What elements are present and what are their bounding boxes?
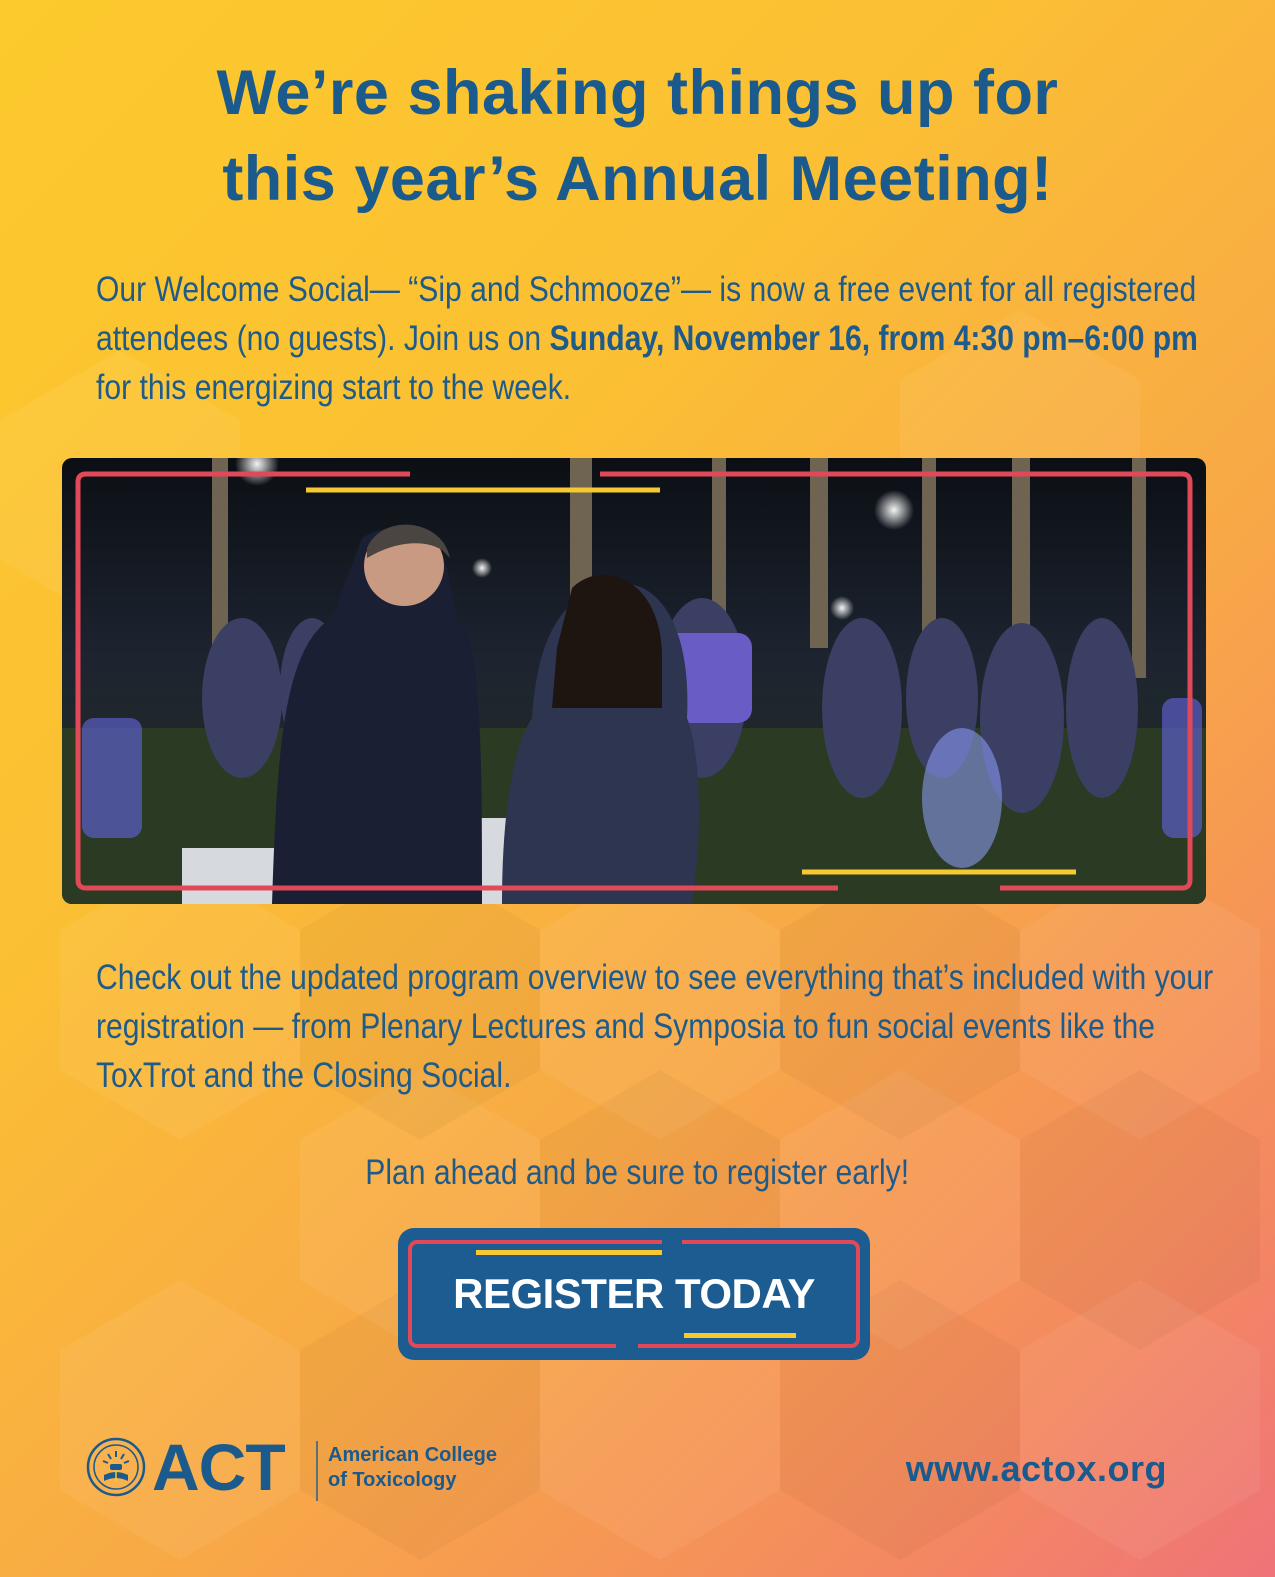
frame-gap-bottom: [616, 1338, 638, 1354]
register-early-label: Plan ahead and be sure to register early!: [365, 1153, 910, 1192]
frame-gap-top: [662, 1238, 682, 1258]
lamp-seal-icon: [86, 1437, 146, 1497]
logo-abbreviation: ACT: [152, 1430, 285, 1504]
act-logo: [86, 1430, 506, 1523]
register-early-text: [0, 1148, 1275, 1197]
headline-line-2: this year’s Annual Meeting!: [222, 144, 1053, 214]
intro-text-start: Our Welcome Social— “Sip and Schmooze”— is now a free event for all registered attendees (no guests). Join us on: [96, 270, 1197, 358]
event-photo: [62, 458, 1206, 904]
intro-paragraph: [96, 265, 1214, 412]
logo-divider: [316, 1441, 318, 1501]
register-today-button[interactable]: [398, 1228, 870, 1360]
program-overview-text: Check out the updated program overview to see everything that’s included with your registration — from Plenary Lectures and Symposia to fun social events like the ToxTrot and the Closing Social.: [96, 958, 1214, 1095]
page-headline: [60, 50, 1215, 222]
logo-organization-name: [328, 1443, 497, 1493]
intro-text-end: for this energizing start to the week.: [96, 368, 572, 407]
headline-line-1: We’re shaking things up for: [216, 58, 1059, 128]
event-date-time: Sunday, November 16, from 4:30 pm–6:00 pm: [549, 319, 1198, 358]
photo-frame-lines: [62, 458, 1206, 904]
logo-name-line-2: of Toxicology: [328, 1469, 457, 1491]
website-link[interactable]: www.actox.org: [905, 1448, 1167, 1489]
accent-line-top: [476, 1250, 662, 1255]
register-button-label: REGISTER TODAY: [453, 1270, 815, 1317]
logo-name-line-1: American College: [328, 1444, 497, 1466]
accent-line-bottom: [684, 1333, 796, 1338]
